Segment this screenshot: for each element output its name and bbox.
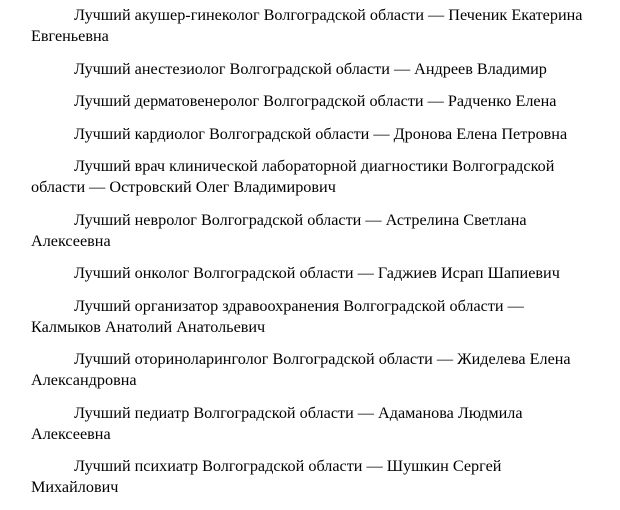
award-paragraph-pediatrician: Лучший педиатр Волгоградской области — Адаманова Людмила Алексеевна bbox=[31, 403, 523, 443]
award-paragraph-lab-diagnostics: Лучший врач клинической лабораторной диагностики Волгоградской области — Островский Олег Владимирович bbox=[31, 157, 555, 196]
award-paragraph-anesthesiologist: Лучший анестезиолог Волгоградской области — Андреев Владимир bbox=[74, 59, 547, 78]
award-paragraph-dermatovenerologist: Лучший дерматовенеролог Волгоградской области — Радченко Елена bbox=[74, 92, 557, 110]
award-paragraph-healthcare-organizer: Лучший организатор здравоохранения Волгоградской области — Калмыков Анатолий Анатольевич bbox=[31, 296, 524, 336]
award-paragraph-psychiatrist: Лучший психиатр Волгоградской области — Шушкин Сергей Михайлович bbox=[31, 457, 502, 496]
award-paragraph-cardiologist: Лучший кардиолог Волгоградской области — Дронова Елена Петровна bbox=[74, 124, 568, 143]
award-paragraph-neurologist: Лучший невролог Волгоградской области — Астрелина Светлана Алексеевна bbox=[31, 210, 527, 250]
award-paragraph-oncologist: Лучший онколог Волгоградской области — Гаджиев Исрап Шапиевич bbox=[74, 264, 560, 282]
award-paragraph-obgyn: Лучший акушер-гинеколог Волгоградской области — Печеник Екатерина Евгеньевна bbox=[31, 6, 583, 45]
document-body bbox=[31, 5, 591, 510]
award-paragraph-otorhinolaryngologist: Лучший оториноларинголог Волгоградской области — Жиделева Елена Александровна bbox=[31, 350, 571, 389]
